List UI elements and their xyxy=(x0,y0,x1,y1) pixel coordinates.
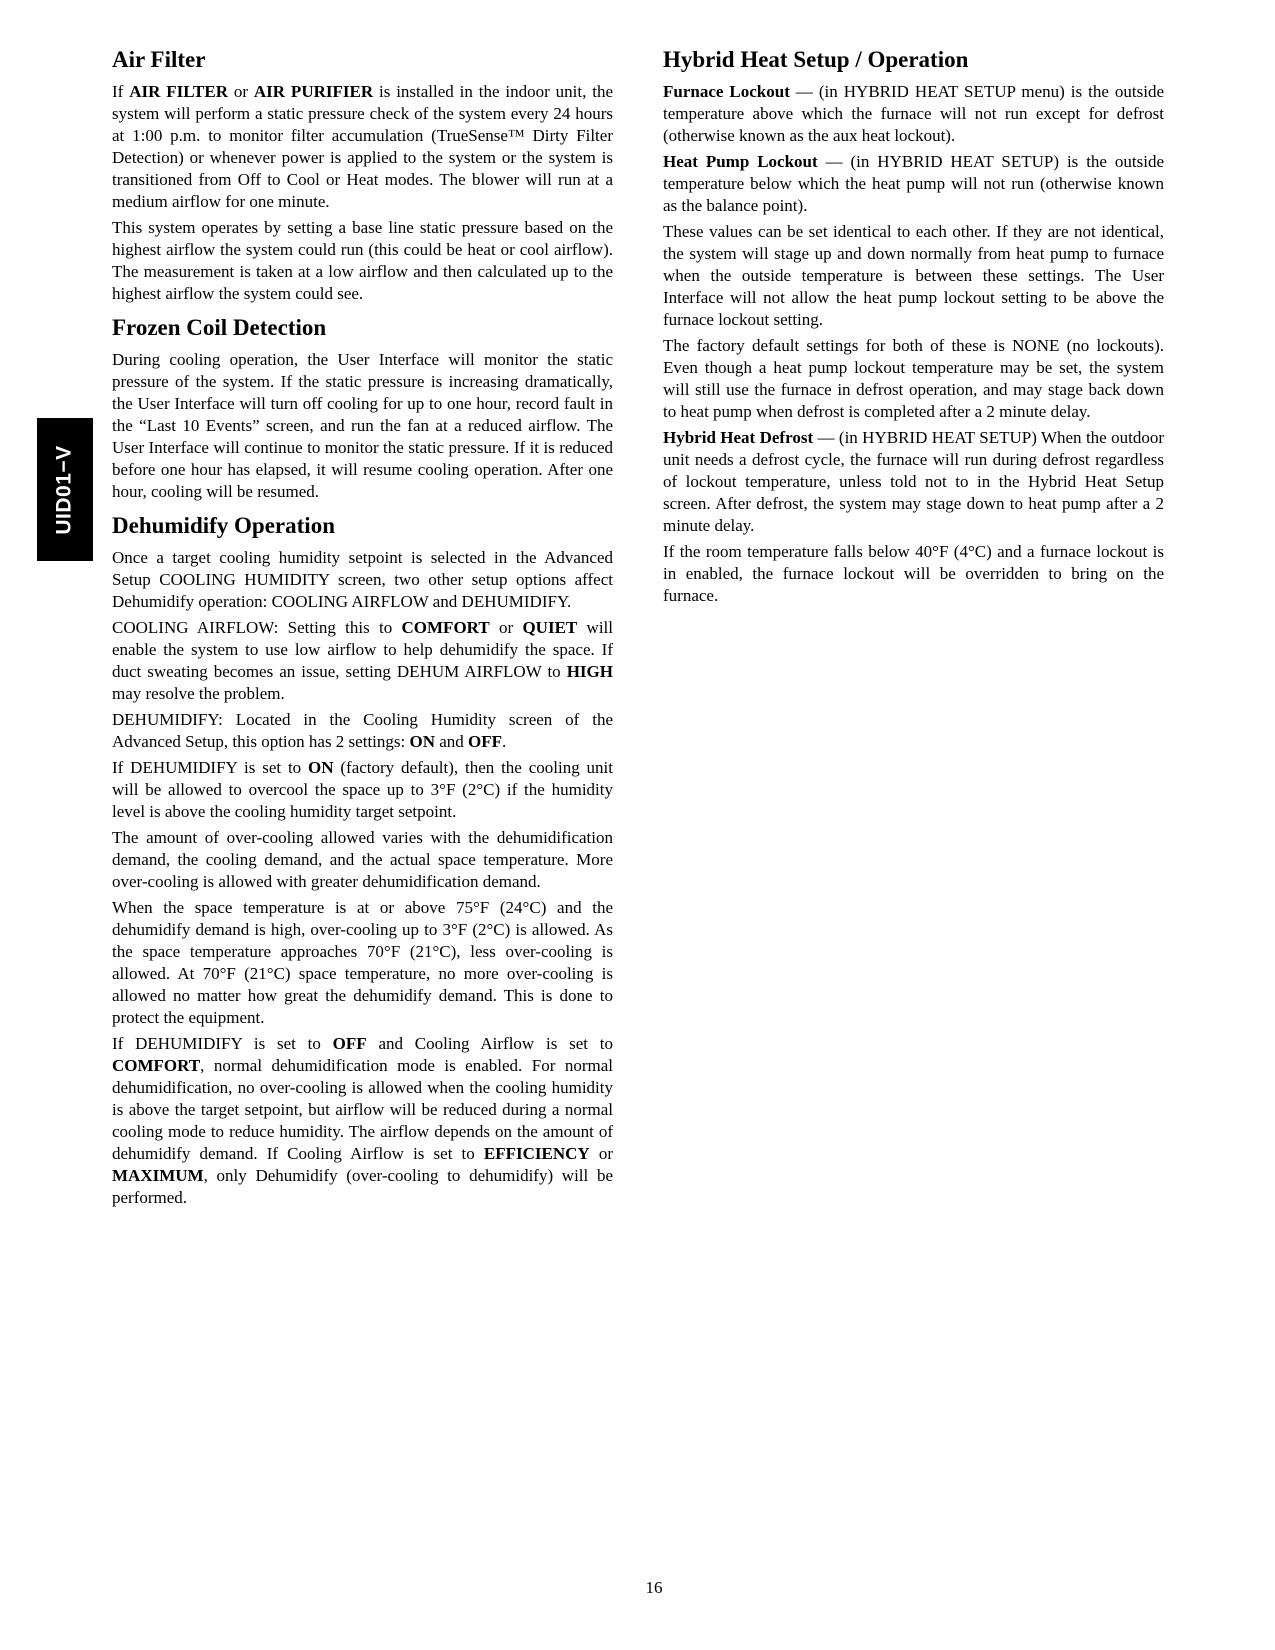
paragraph xyxy=(663,81,1164,147)
text-run: and Cooling Airflow is set to xyxy=(366,1034,613,1053)
text-run: — (in HYBRID HEAT SETUP) is the outside temperature below which the heat pump will not run (otherwise known as the balance point). xyxy=(663,152,1164,215)
text-run: When the space temperature is at or above 75°F (24°C) and the dehumidify demand is high, over-cooling up to 3°F (2°C) is allowed. As the space temperature approaches 70°F (21°C), less over-cooling is allowed. At 70°F (21°C) space temperature, no more over-cooling is allowed no matter how great the dehumidify demand. This is done to protect the equipment. xyxy=(112,898,613,1027)
text-run: DEHUMIDIFY: Located in the Cooling Humidity screen of the Advanced Setup, this option has 2 settings: xyxy=(112,710,613,751)
left-column xyxy=(112,46,613,1213)
text-run: This system operates by setting a base line static pressure based on the highest airflow the system could run (this could be heat or cool airflow). The measurement is taken at a low airflow and then calculated up to the highest airflow the system could see. xyxy=(112,218,613,303)
text-run: Once a target cooling humidity setpoint is selected in the Advanced Setup COOLING HUMIDITY screen, two other setup options affect Dehumidify operation: COOLING AIRFLOW and DEHUMIDIFY. xyxy=(112,548,613,611)
text-run: . xyxy=(502,732,507,751)
bold-text-run: QUIET xyxy=(522,618,578,637)
text-run: If xyxy=(112,82,130,101)
paragraph xyxy=(112,709,613,753)
section-heading: Frozen Coil Detection xyxy=(112,315,327,340)
paragraph xyxy=(663,335,1164,423)
bold-text-run: OFF xyxy=(332,1034,367,1053)
paragraph xyxy=(112,757,613,823)
text-run: or xyxy=(489,618,523,637)
text-run: If DEHUMIDIFY is set to xyxy=(112,1034,333,1053)
text-run: and xyxy=(434,732,469,751)
section-heading: Air Filter xyxy=(112,47,206,72)
bold-text-run: ON xyxy=(308,758,334,777)
section-heading: Hybrid Heat Setup / Operation xyxy=(663,47,969,72)
paragraph xyxy=(663,151,1164,217)
bold-text-run: Furnace Lockout xyxy=(663,82,790,101)
page-number: 16 xyxy=(645,1578,663,1597)
text-run: These values can be set identical to each other. If they are not identical, the system will stage up and down normally from heat pump to furnace when the outside temperature is between these settings. The User Interface will not allow the heat pump lockout setting to be above the furnace lockout setting. xyxy=(663,222,1164,329)
bold-text-run: ON xyxy=(409,732,435,751)
text-run: If the room temperature falls below 40°F (4°C) and a furnace lockout is in enabled, the furnace lockout will be overridden to bring on the furnace. xyxy=(663,542,1164,605)
text-run: is installed in the indoor unit, the system will perform a static pressure check of the system every 24 hours at 1:00 p.m. to monitor filter accumulation (TrueSense™ Dirty Filter Detection) or whenever power is applied to the system or the system is transitioned from Off to Cool or Heat modes. The blower will run at a medium airflow for one minute. xyxy=(112,82,613,211)
bold-text-run: OFF xyxy=(468,732,503,751)
text-run: will enable the system to use low airflow to help dehumidify the space. If duct sweating becomes an issue, setting DEHUM AIRFLOW to xyxy=(112,618,613,681)
bold-text-run: Heat Pump Lockout xyxy=(663,152,818,171)
side-tab-label: UID01−V xyxy=(53,444,77,535)
text-run: If DEHUMIDIFY is set to xyxy=(112,758,309,777)
bold-text-run: COMFORT xyxy=(401,618,490,637)
section-heading: Dehumidify Operation xyxy=(112,513,335,538)
text-run: — (in HYBRID HEAT SETUP) When the outdoor unit needs a defrost cycle, the furnace will run during defrost regardless of lockout temperature, unless told not to in the Hybrid Heat Setup screen. After defrost, the system may stage down to heat pump after a 2 minute delay. xyxy=(663,428,1164,535)
text-run: The amount of over-cooling allowed varies with the dehumidification demand, the cooling demand, and the actual space temperature. More over-cooling is allowed with greater dehumidification demand. xyxy=(112,828,613,891)
text-run: or xyxy=(227,82,254,101)
text-run: , only Dehumidify (over-cooling to dehumidify) will be performed. xyxy=(112,1166,613,1207)
bold-text-run: EFFICIENCY xyxy=(483,1144,590,1163)
text-run: , normal dehumidification mode is enabled. For normal dehumidification, no over-cooling is allowed when the cooling humidity is above the target setpoint, but airflow will be reduced during a normal cooling mode to reduce humidity. The airflow depends on the amount of dehumidify demand. If Cooling Airflow is set to xyxy=(112,1056,613,1163)
text-run: may resolve the problem. xyxy=(112,684,285,703)
paragraph xyxy=(112,1033,613,1209)
text-run: or xyxy=(589,1144,613,1163)
paragraph xyxy=(112,217,613,305)
paragraph xyxy=(112,897,613,1029)
text-run: COOLING AIRFLOW: Setting this to xyxy=(112,618,402,637)
bold-text-run: COMFORT xyxy=(112,1056,201,1075)
right-column xyxy=(663,46,1164,611)
paragraph xyxy=(112,349,613,503)
paragraph xyxy=(112,547,613,613)
paragraph xyxy=(663,221,1164,331)
text-run: The factory default settings for both of these is NONE (no lockouts). Even though a heat pump lockout temperature may be set, the system will still use the furnace in defrost operation, and may stage back down to heat pump when defrost is completed after a 2 minute delay. xyxy=(663,336,1164,421)
paragraph xyxy=(663,427,1164,537)
paragraph xyxy=(663,541,1164,607)
text-run: — (in HYBRID HEAT SETUP menu) is the outside temperature above which the furnace will not run except for defrost (otherwise known as the aux heat lockout). xyxy=(663,82,1165,145)
bold-text-run: Hybrid Heat Defrost xyxy=(663,428,814,447)
side-tab xyxy=(37,418,93,561)
bold-text-run: AIR PURIFIER xyxy=(253,82,374,101)
paragraph xyxy=(112,617,613,705)
text-run: During cooling operation, the User Interface will monitor the static pressure of the system. If the static pressure is increasing dramatically, the User Interface will turn off cooling for up to one hour, record fault in the “Last 10 Events” screen, and run the fan at a reduced airflow. The User Interface will continue to monitor the static pressure. If it is reduced before one hour has elapsed, it will resume cooling operation. After one hour, cooling will be resumed. xyxy=(112,350,613,501)
text-run: (factory default), then the cooling unit will be allowed to overcool the space up to 3°F (2°C) if the humidity level is above the cooling humidity target setpoint. xyxy=(112,758,613,821)
bold-text-run: MAXIMUM xyxy=(112,1166,204,1185)
paragraph xyxy=(112,81,613,213)
bold-text-run: HIGH xyxy=(566,662,613,681)
bold-text-run: AIR FILTER xyxy=(129,82,228,101)
paragraph xyxy=(112,827,613,893)
